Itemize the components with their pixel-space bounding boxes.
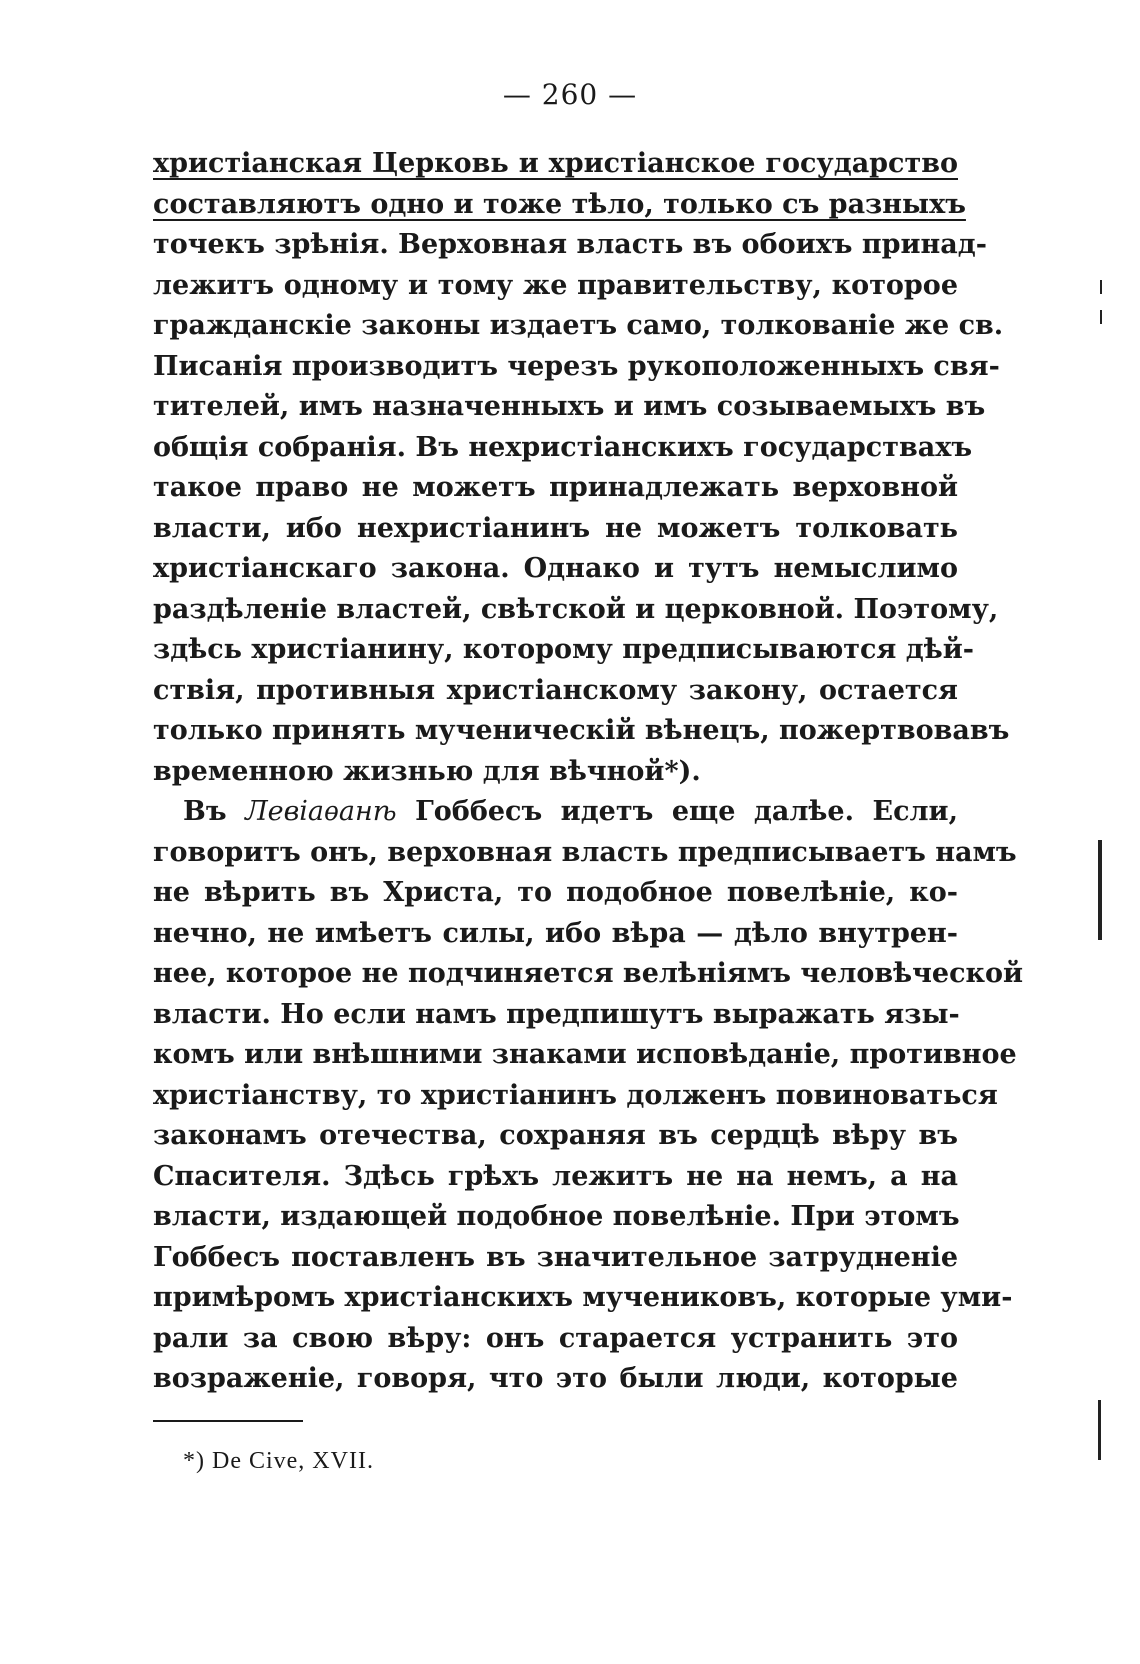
paragraph-prefix: Въ: [183, 796, 227, 827]
text-line: рали за свою вѣру: онъ старается устранить это: [153, 1322, 958, 1354]
margin-mark: [1098, 1400, 1101, 1460]
text-line: комъ или внѣшними знаками исповѣданіе, противное: [153, 1039, 1017, 1070]
text-line: христіанскаго закона. Однако и тутъ немыслимо: [153, 553, 958, 584]
text-line: гражданскіе законы издаетъ само, толкованіе же св.: [153, 310, 1004, 341]
paragraph-start-rest: Гоббесъ идетъ еще далѣе. Если,: [415, 796, 958, 827]
text-line: Спасителя. Здѣсь грѣхъ лежитъ не на немъ, а на: [153, 1160, 958, 1192]
text-line: раздѣленіе властей, свѣтской и церковной. Поэтому,: [153, 593, 999, 625]
text-line: общія собранія. Въ нехристіанскихъ государствахъ: [153, 431, 973, 463]
text-line: говоритъ онъ, верховная власть предписываетъ намъ: [153, 836, 1017, 868]
text-line: примѣромъ христіанскихъ мучениковъ, которые уми-: [153, 1282, 1013, 1313]
paragraph-start-line: [153, 792, 958, 833]
text-line: точекъ зрѣнія. Верховная власть въ обоихъ принад-: [153, 229, 987, 260]
text-line: не вѣрить въ Христа, то подобное повелѣніе, ко-: [153, 877, 958, 908]
text-line: возраженіе, говоря, что это были люди, которые: [153, 1363, 958, 1394]
text-line: христіанская Церковь и христіанское государство: [153, 148, 958, 179]
page-number: — 260 —: [502, 78, 638, 111]
body-text: [153, 144, 1024, 1400]
text-line: лежитъ одному и тому же правительству, которое: [153, 269, 958, 301]
text-line: нечно, не имѣетъ силы, ибо вѣра — дѣло внутрен-: [153, 917, 958, 949]
text-line: такое право не можетъ принадлежать верховной: [153, 472, 958, 503]
text-line: власти, ибо нехристіанинъ не можетъ толковать: [153, 512, 958, 544]
text-line: ствія, противныя христіанскому закону, остается: [153, 674, 958, 706]
text-line: только принять мученическій вѣнецъ, пожертвовавъ: [153, 715, 1010, 746]
book-title-italic: Левіаѳанѣ: [245, 796, 397, 827]
margin-mark: [1100, 310, 1102, 324]
text-line: нее, которое не подчиняется велѣніямъ человѣческой: [153, 958, 1024, 989]
text-line: временною жизнью для вѣчной*).: [153, 755, 701, 787]
text-line: власти. Но если намъ предпишутъ выражать язы-: [153, 998, 960, 1030]
text-line: здѣсь христіанину, которому предписываются дѣй-: [153, 634, 974, 665]
text-line: христіанству, то христіанинъ долженъ повиноваться: [153, 1079, 998, 1111]
margin-mark: [1098, 840, 1102, 940]
margin-mark: [1100, 280, 1102, 294]
text-line: Писанія производитъ черезъ рукоположенныхъ свя-: [153, 350, 1000, 382]
footnote: *) De Cive, XVII.: [183, 1448, 374, 1474]
text-line: власти, издающей подобное повелѣніе. При этомъ: [153, 1201, 960, 1232]
text-line: Гоббесъ поставленъ въ значительное затрудненіе: [153, 1241, 958, 1273]
footnote-divider: [153, 1420, 303, 1422]
text-line: составляютъ одно и тоже тѣло, только съ разныхъ: [153, 188, 966, 220]
text-line: тителей, имъ назначенныхъ и имъ созываемыхъ въ: [153, 391, 986, 422]
text-line: законамъ отечества, сохраняя въ сердцѣ вѣру въ: [153, 1120, 958, 1151]
